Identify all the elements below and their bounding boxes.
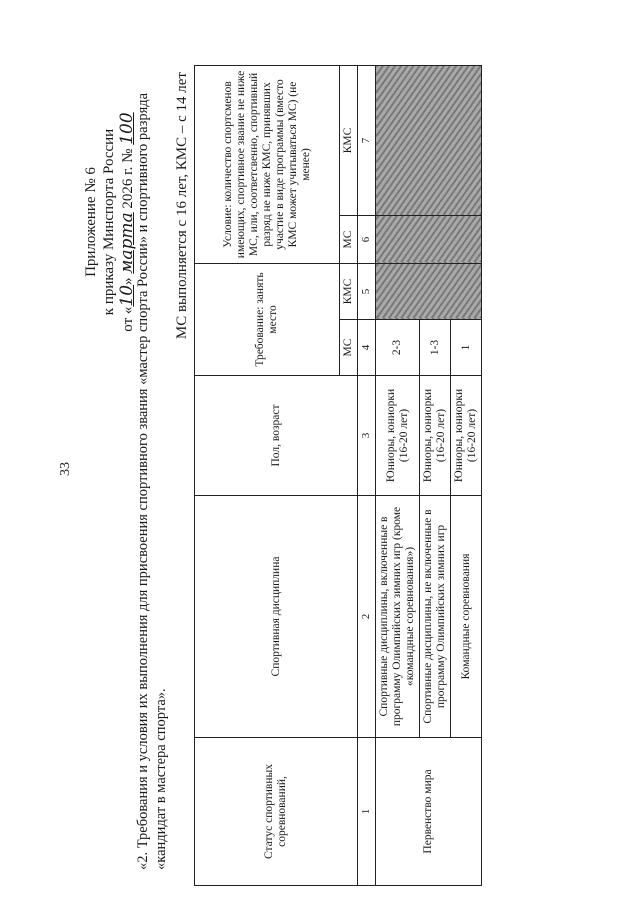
order-reference: к приказу Минспорта России <box>101 128 117 316</box>
status-cell: Первенство мира <box>376 738 482 886</box>
discipline-cell: Спортивные дисциплины, включенные в программу Олимпийских зимних игр (кроме «командные соревнования») <box>376 496 420 738</box>
header-age: Пол, возраст <box>195 376 358 496</box>
col-num-3: 3 <box>358 376 376 496</box>
kms-place-cell-shaded <box>376 263 482 319</box>
page-number: 33 <box>58 462 73 476</box>
age-cell: Юниоры, юниорки (16-20 лет) <box>451 376 482 496</box>
table-header-row <box>195 65 340 885</box>
header-condition: Условие: количество спортсменов имеющих, спортивное звание не ниже МС, или, соответсвенно, спортивный разряд не ниже КМС, принявших участие в виде программы (вместо КМС может учитываться МС) (не менее) <box>195 65 340 263</box>
appendix-title: Приложение № 6 <box>83 167 99 277</box>
col-num-7: 7 <box>358 65 376 215</box>
header-requirement: Требование: занять место <box>195 263 340 375</box>
header-discipline: Спортивная дисциплина <box>195 496 358 738</box>
ms-place-cell: 1-3 <box>420 320 451 376</box>
age-cell: Юниоры, юниорки (16-20 лет) <box>420 376 451 496</box>
requirements-table <box>194 65 482 886</box>
table-row <box>376 65 420 885</box>
date-mid: » <box>120 277 136 285</box>
subheader-ms: МС <box>340 320 358 376</box>
subheader-kms: КМС <box>340 263 358 319</box>
intro-paragraph: «2. Требования и условия их выполнения для присвоения спортивного звания «мастер спорта России» и спортивного разряда «кандидат в мастера спорта». <box>135 92 169 870</box>
age-note: МС выполняется с 16 лет, КМС – с 14 лет <box>174 72 190 340</box>
date-month: марта <box>117 212 137 274</box>
age-cell: Юниоры, юниорки (16-20 лет) <box>376 376 420 496</box>
discipline-cell: Спортивные дисциплины, не включенные в программу Олимпийских зимних игр <box>420 496 451 738</box>
date-year: 2026 г. № <box>120 148 136 209</box>
kms-count-cell-shaded <box>376 65 482 215</box>
col-num-6: 6 <box>358 215 376 263</box>
date-prefix: от « <box>120 306 136 332</box>
appendix-header <box>82 92 137 352</box>
col-num-1: 1 <box>358 738 376 886</box>
col-num-4: 4 <box>358 320 376 376</box>
col-num-5: 5 <box>358 263 376 319</box>
subheader-ms-2: МС <box>340 215 358 263</box>
ms-place-cell: 1 <box>451 320 482 376</box>
ms-count-cell-shaded <box>376 215 482 263</box>
date-day: 10 <box>117 284 137 307</box>
col-num-2: 2 <box>358 496 376 738</box>
order-number: 100 <box>117 112 137 145</box>
column-number-row <box>358 65 376 885</box>
discipline-cell: Командные соревнования <box>451 496 482 738</box>
ms-place-cell: 2-3 <box>376 320 420 376</box>
header-status: Статус спортивных соревнований, <box>195 738 358 886</box>
subheader-kms-2: КМС <box>340 65 358 215</box>
